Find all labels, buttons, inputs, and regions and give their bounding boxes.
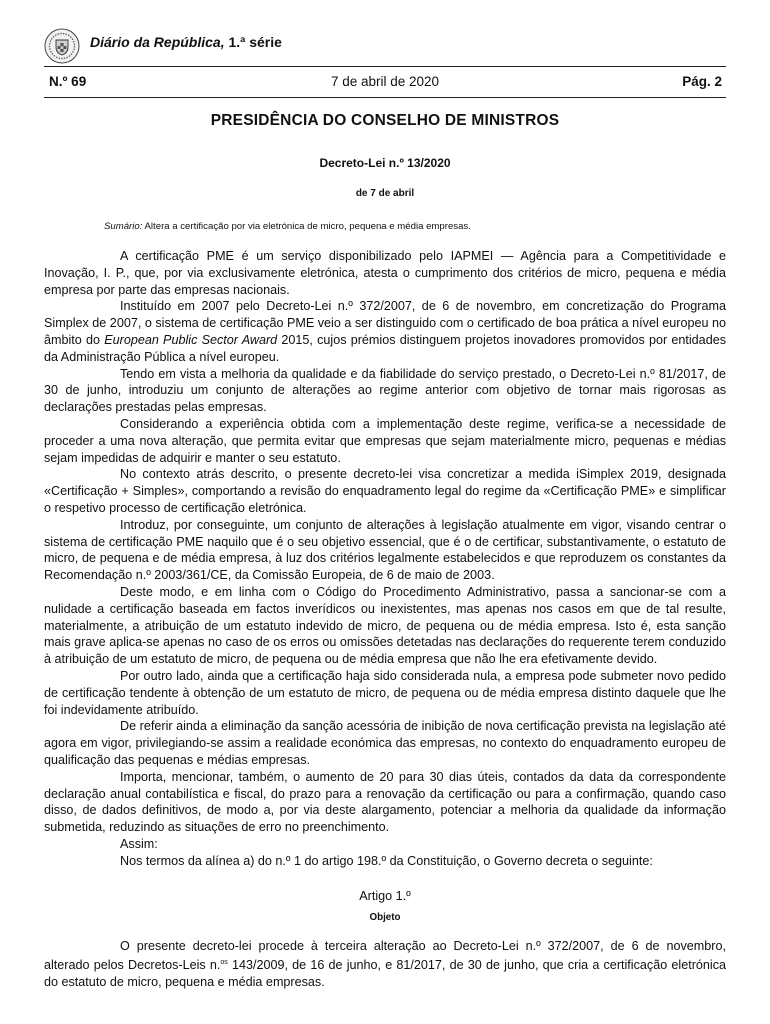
paragraph: Introduz, por conseguinte, um conjunto de alterações à legislação atualmente em vigor, visando centrar o sistema de certificação PME naquilo que é o seu objetivo essencial, que é o de certificar, substantivamente, o estatuto de micro, de pequena e de média empresa, à luz dos critérios legalmente estabelecidos e que reproduzem os constantes da Recomendação n.º 2003/361/CE, da Comissão Europeia, de 6 de maio de 2003. (44, 517, 726, 583)
coat-of-arms-seal-icon (44, 28, 80, 64)
publication-series: 1.ª série (228, 34, 282, 50)
publication-title (90, 34, 282, 50)
ministry-heading: PRESIDÊNCIA DO CONSELHO DE MINISTROS (210, 112, 560, 129)
page-header (44, 26, 726, 62)
paragraph: Importa, mencionar, também, o aumento de 20 para 30 dias úteis, contados da data da correspondente declaração anual contabilística e fiscal, do prazo para a renovação da certificação ou para a confirmação, quando caso disso, de dados definitivos, de modo a, por via deste alargamento, potenciar a melhoria da qualidade da informação submetida, reduzindo as situações de erro no preenchimento. (44, 769, 726, 835)
issue-date: 7 de abril de 2020 (330, 74, 440, 89)
document-body (44, 104, 726, 991)
paragraph: A certificação PME é um serviço disponibilizado pelo IAPMEI — Agência para a Competitividade e Inovação, I. P., que, por via exclusivamente eletrónica, atesta o cumprimento dos critérios de micro, pequena e média empresa por parte das empresas nacionais. (44, 249, 726, 297)
paragraph: Nos termos da alínea a) do n.º 1 do artigo 198.º da Constituição, o Governo decreta o seguinte: (120, 853, 653, 868)
page-number: Pág. 2 (682, 74, 722, 89)
paragraph-text: 143/2009, de 16 de junho, e 81/2017, de 30 de junho, que cria a certificação eletrónica do estatuto de micro, pequena e média empresas. (44, 958, 726, 990)
article-title: Objeto (369, 912, 401, 924)
paragraph-text: 2015, cujos prémios distinguem projetos inovadores promovidos por entidades da Administração Pública a nível europeu. (44, 332, 726, 364)
article-body (44, 938, 726, 991)
paragraph-text: Instituído em 2007 pelo Decreto-Lei n.º 372/2007, de 6 de novembro, em concretização do Programa Simplex de 2007, o sistema de certificação PME veio a ser distinguido com o certificado de boa prática a nível europeu no âmbito do (44, 299, 726, 347)
paragraph: Deste modo, e em linha com o Código do Procedimento Administrativo, passa a sancionar-se com a nulidade a certificação baseada em factos inverídicos ou inexistentes, mas apenas nos casos em que de tal resulte, materialmente, a atribuição de um estatuto indevido de micro, de pequena ou de média empresa. Isto é, esta sanção mais grave aplica-se apenas no caso de os erros ou omissões detetadas nas declarações do requerente terem conduzido à atribuição de um estatuto de micro, de pequena ou de média empresa que não lhe era efetivamente devido. (44, 584, 726, 667)
paragraph (44, 298, 726, 365)
ordinal-superscript: os (220, 959, 228, 967)
publication-name: Diário da República, (90, 34, 225, 50)
article-heading: Artigo 1.º (359, 889, 411, 904)
paragraph: Considerando a experiência obtida com a implementação deste regime, verifica-se a necessidade de proceder a uma nova alteração, que permita evitar que empresas que sejam materialmente micro, pequenas e médias sejam impedidas de adquirir e manter o seu estatuto. (44, 416, 726, 465)
summary (104, 221, 726, 232)
summary-text: Altera a certificação por via eletrónica de micro, pequena e média empresas. (144, 221, 471, 232)
paragraph: Por outro lado, ainda que a certificação haja sido considerada nula, a empresa pode submeter novo pedido de certificação tendente à obtenção de um estatuto de micro, de pequena ou de média empresa distinto daquele que lhe foi indevidamente atribuído. (44, 668, 726, 717)
issue-number: N.º 69 (49, 74, 87, 89)
preamble (44, 248, 726, 869)
issue-info-bar (44, 66, 726, 98)
summary-label: Sumário: (104, 221, 143, 232)
paragraph: De referir ainda a eliminação da sanção acessória de inibição de nova certificação prevista na legislação até agora em vigor, privilegiando-se assim a realidade económica das empresas, no contexto do enquadramento europeu de qualificação das pequenas e médias empresas. (44, 719, 726, 767)
paragraph-text: O presente decreto-lei procede à terceira alteração ao Decreto-Lei n.º 372/2007, de 6 de novembro, alterado pelos Decretos-Leis n. (44, 939, 726, 973)
paragraph (44, 938, 726, 991)
decree-date: de 7 de abril (355, 188, 415, 199)
paragraph: Assim: (120, 836, 158, 851)
paragraph: No contexto atrás descrito, o presente decreto-lei visa concretizar a medida iSimplex 2019, designada «Certificação + Simples», comportando a revisão do enquadramento legal do regime da «Certificação PME» e simplificar o respetivo processo de certificação eletrónica. (44, 467, 726, 515)
award-name: European Public Sector Award (104, 332, 278, 347)
decree-title: Decreto-Lei n.º 13/2020 (319, 156, 451, 170)
paragraph: Tendo em vista a melhoria da qualidade e da fiabilidade do serviço prestado, o Decreto-Lei n.º 81/2017, de 30 de junho, introduziu um conjunto de alterações ao regime anterior com objetivo de tornar mais rigorosas as declarações prestadas pelas empresas. (44, 366, 726, 415)
